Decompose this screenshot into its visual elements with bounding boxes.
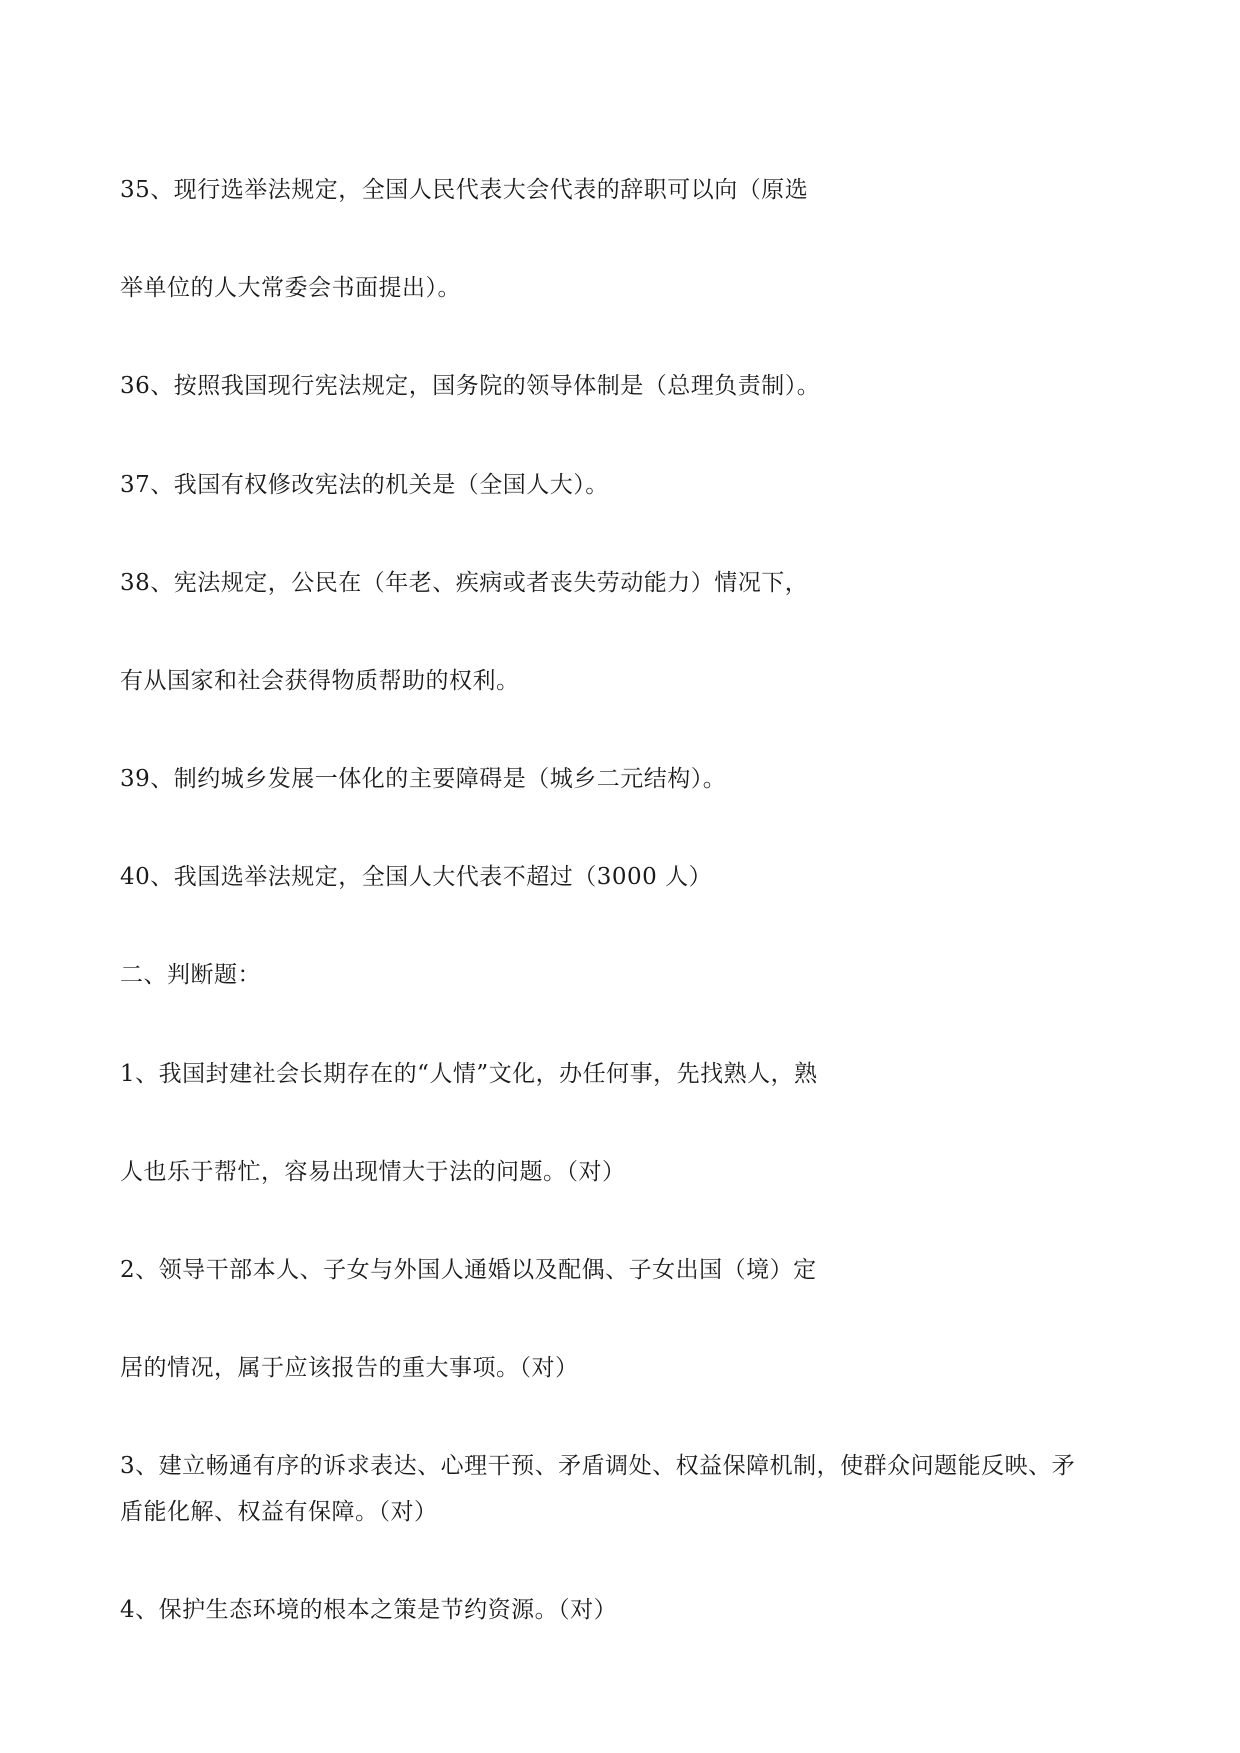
text-line-q35-part2: 举单位的人大常委会书面提出）。: [120, 275, 461, 301]
text-line-tf3-part2: 盾能化解、权益有保障。（对）: [120, 1499, 438, 1525]
section-heading-true-false: 二、判断题：: [120, 962, 261, 988]
text-line-tf2-part2: 居的情况，属于应该报告的重大事项。（对）: [120, 1355, 579, 1381]
text-line-q37: 37、我国有权修改宪法的机关是（全国人大）。: [120, 472, 609, 498]
text-line-q39: 39、制约城乡发展一体化的主要障碍是（城乡二元结构）。: [120, 766, 727, 792]
text-line-tf2-part1: 2、领导干部本人、子女与外国人通婚以及配偶、子女出国（境）定: [120, 1257, 817, 1283]
text-line-q38-part2: 有从国家和社会获得物质帮助的权利。: [120, 668, 520, 694]
text-line-tf3-part1: 3、建立畅通有序的诉求表达、心理干预、矛盾调处、权益保障机制，使群众问题能反映、矛: [120, 1453, 1076, 1479]
text-line-q40: 40、我国选举法规定，全国人大代表不超过（3000 人）: [120, 864, 713, 890]
text-line-q38-part1: 38、宪法规定，公民在（年老、疾病或者丧失劳动能力）情况下，: [120, 570, 809, 596]
text-line-tf1-part1: 1、我国封建社会长期存在的“人情”文化，办任何事，先找熟人，熟: [120, 1061, 818, 1087]
text-line-tf1-part2: 人也乐于帮忙，容易出现情大于法的问题。（对）: [120, 1159, 626, 1185]
text-line-q35-part1: 35、现行选举法规定，全国人民代表大会代表的辞职可以向（原选: [120, 177, 809, 203]
text-line-q36: 36、按照我国现行宪法规定，国务院的领导体制是（总理负责制）。: [120, 373, 821, 399]
text-line-tf4: 4、保护生态环境的根本之策是节约资源。（对）: [120, 1597, 618, 1623]
